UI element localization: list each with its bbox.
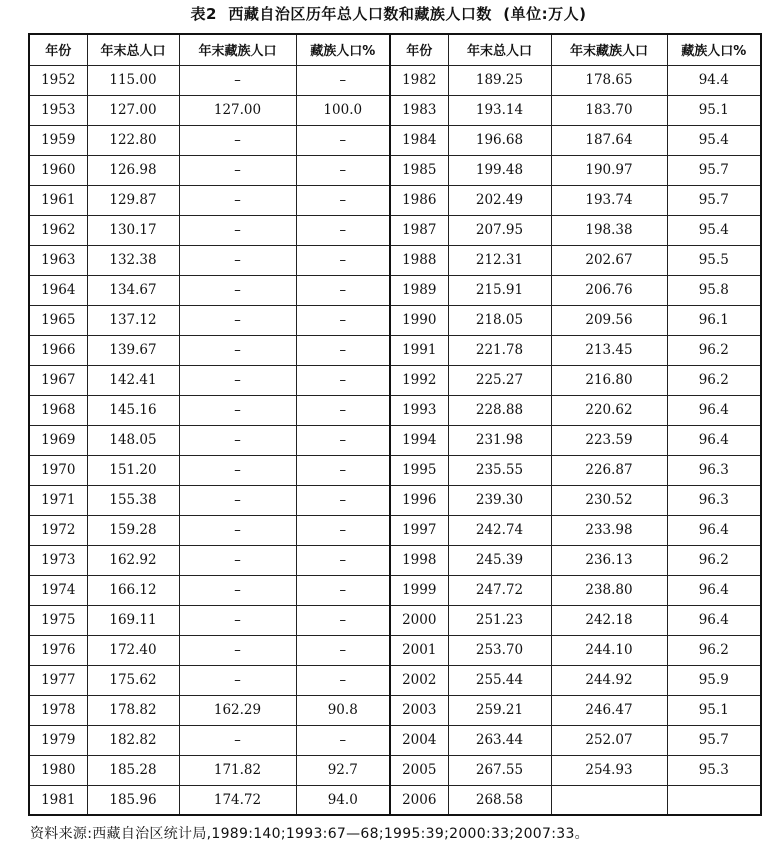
cell-total-population: 155.38 (87, 485, 179, 515)
cell-total-population: 137.12 (87, 305, 179, 335)
cell-tibetan-population: – (179, 395, 296, 425)
cell-tibetan-population: – (179, 125, 296, 155)
cell-tibetan-percent: – (296, 365, 390, 395)
table-row (29, 65, 761, 95)
cell-tibetan-percent: – (296, 665, 390, 695)
cell-total-population: 199.48 (448, 155, 551, 185)
cell-tibetan-population: 244.10 (551, 635, 667, 665)
cell-total-population: 235.55 (448, 455, 551, 485)
cell-tibetan-population: – (179, 545, 296, 575)
cell-total-population: 185.96 (87, 785, 179, 815)
cell-tibetan-population: 174.72 (179, 785, 296, 815)
cell-tibetan-population: 162.29 (179, 695, 296, 725)
cell-tibetan-population: 193.74 (551, 185, 667, 215)
cell-year: 1952 (29, 65, 87, 95)
cell-tibetan-population: 220.62 (551, 395, 667, 425)
cell-tibetan-population: 198.38 (551, 215, 667, 245)
cell-tibetan-percent: 95.1 (667, 695, 761, 725)
cell-year: 1973 (29, 545, 87, 575)
cell-tibetan-percent: – (296, 455, 390, 485)
cell-year: 1975 (29, 605, 87, 635)
cell-year: 1987 (390, 215, 448, 245)
header-year: 年份 (29, 34, 87, 65)
cell-total-population: 207.95 (448, 215, 551, 245)
cell-tibetan-percent: 100.0 (296, 95, 390, 125)
cell-year: 1977 (29, 665, 87, 695)
cell-total-population: 175.62 (87, 665, 179, 695)
cell-year: 1997 (390, 515, 448, 545)
cell-tibetan-population: 238.80 (551, 575, 667, 605)
table-row (29, 575, 761, 605)
cell-tibetan-population: 190.97 (551, 155, 667, 185)
cell-tibetan-population: 206.76 (551, 275, 667, 305)
cell-tibetan-population: 178.65 (551, 65, 667, 95)
cell-tibetan-percent: 96.2 (667, 635, 761, 665)
cell-tibetan-population: 209.56 (551, 305, 667, 335)
cell-year: 1972 (29, 515, 87, 545)
cell-total-population: 139.67 (87, 335, 179, 365)
cell-tibetan-percent: – (296, 635, 390, 665)
cell-tibetan-population: – (179, 305, 296, 335)
cell-tibetan-population: 233.98 (551, 515, 667, 545)
cell-year: 2005 (390, 755, 448, 785)
cell-tibetan-population: – (179, 665, 296, 695)
cell-year: 2000 (390, 605, 448, 635)
cell-year: 1961 (29, 185, 87, 215)
cell-total-population: 202.49 (448, 185, 551, 215)
table-row (29, 395, 761, 425)
cell-tibetan-percent: 96.2 (667, 335, 761, 365)
table-row (29, 485, 761, 515)
cell-tibetan-percent: – (296, 65, 390, 95)
header-tibetan-percent: 藏族人口% (667, 34, 761, 65)
table-row (29, 725, 761, 755)
cell-total-population: 218.05 (448, 305, 551, 335)
cell-tibetan-population: – (179, 725, 296, 755)
table-row (29, 365, 761, 395)
cell-total-population: 142.41 (87, 365, 179, 395)
cell-tibetan-percent: 92.7 (296, 755, 390, 785)
cell-total-population: 259.21 (448, 695, 551, 725)
cell-year: 1998 (390, 545, 448, 575)
cell-tibetan-population: – (179, 515, 296, 545)
cell-total-population: 134.67 (87, 275, 179, 305)
cell-tibetan-percent: – (296, 395, 390, 425)
cell-tibetan-percent: 96.4 (667, 515, 761, 545)
cell-year: 1964 (29, 275, 87, 305)
cell-tibetan-percent: – (296, 545, 390, 575)
cell-tibetan-population: – (179, 605, 296, 635)
cell-total-population: 193.14 (448, 95, 551, 125)
cell-total-population: 145.16 (87, 395, 179, 425)
table-row (29, 125, 761, 155)
table-row (29, 95, 761, 125)
cell-total-population: 127.00 (87, 95, 179, 125)
cell-year: 1982 (390, 65, 448, 95)
cell-tibetan-percent: 96.3 (667, 455, 761, 485)
cell-tibetan-population: 127.00 (179, 95, 296, 125)
cell-year: 2004 (390, 725, 448, 755)
cell-year: 1968 (29, 395, 87, 425)
cell-total-population: 182.82 (87, 725, 179, 755)
table-row (29, 545, 761, 575)
cell-year: 1983 (390, 95, 448, 125)
cell-year: 1981 (29, 785, 87, 815)
cell-tibetan-population: 254.93 (551, 755, 667, 785)
cell-year: 1989 (390, 275, 448, 305)
cell-tibetan-population: – (179, 335, 296, 365)
table-row (29, 185, 761, 215)
cell-tibetan-population: – (179, 65, 296, 95)
cell-tibetan-percent: 96.3 (667, 485, 761, 515)
table-row (29, 425, 761, 455)
cell-tibetan-population: 187.64 (551, 125, 667, 155)
cell-tibetan-population: 252.07 (551, 725, 667, 755)
cell-tibetan-percent: 95.5 (667, 245, 761, 275)
cell-tibetan-population (551, 785, 667, 815)
cell-tibetan-population: 213.45 (551, 335, 667, 365)
cell-total-population: 242.74 (448, 515, 551, 545)
cell-tibetan-percent: – (296, 485, 390, 515)
cell-total-population: 263.44 (448, 725, 551, 755)
cell-tibetan-percent: 96.4 (667, 605, 761, 635)
cell-tibetan-population: – (179, 185, 296, 215)
cell-year: 1986 (390, 185, 448, 215)
source-footnote: 资料来源:西藏自治区统计局,1989:140;1993:67—68;1995:39;2000:33;2007:33。 (30, 826, 589, 842)
table-row (29, 215, 761, 245)
cell-tibetan-population: 202.67 (551, 245, 667, 275)
cell-tibetan-population: – (179, 575, 296, 605)
cell-total-population: 115.00 (87, 65, 179, 95)
cell-tibetan-percent: 95.4 (667, 125, 761, 155)
table-row (29, 755, 761, 785)
cell-total-population: 189.25 (448, 65, 551, 95)
cell-year: 1966 (29, 335, 87, 365)
cell-tibetan-percent: – (296, 305, 390, 335)
cell-year: 1979 (29, 725, 87, 755)
cell-tibetan-percent: – (296, 245, 390, 275)
table-row (29, 515, 761, 545)
cell-total-population: 185.28 (87, 755, 179, 785)
cell-tibetan-percent: 95.7 (667, 155, 761, 185)
cell-year: 1970 (29, 455, 87, 485)
header-tibetan-percent: 藏族人口% (296, 34, 390, 65)
cell-tibetan-percent: – (296, 185, 390, 215)
cell-total-population: 247.72 (448, 575, 551, 605)
cell-total-population: 172.40 (87, 635, 179, 665)
cell-tibetan-percent: 94.4 (667, 65, 761, 95)
cell-tibetan-percent: 96.2 (667, 545, 761, 575)
cell-total-population: 231.98 (448, 425, 551, 455)
cell-year: 1960 (29, 155, 87, 185)
cell-tibetan-percent: 95.9 (667, 665, 761, 695)
cell-total-population: 162.92 (87, 545, 179, 575)
cell-tibetan-population: 226.87 (551, 455, 667, 485)
cell-year: 1969 (29, 425, 87, 455)
cell-total-population: 251.23 (448, 605, 551, 635)
cell-total-population: 253.70 (448, 635, 551, 665)
table-row (29, 155, 761, 185)
table-row (29, 665, 761, 695)
cell-total-population: 196.68 (448, 125, 551, 155)
cell-tibetan-percent: – (296, 155, 390, 185)
cell-year: 1963 (29, 245, 87, 275)
cell-total-population: 132.38 (87, 245, 179, 275)
table-row (29, 335, 761, 365)
cell-year: 1980 (29, 755, 87, 785)
cell-tibetan-population: – (179, 245, 296, 275)
cell-year: 1996 (390, 485, 448, 515)
table-row (29, 275, 761, 305)
cell-year: 1965 (29, 305, 87, 335)
cell-year: 1990 (390, 305, 448, 335)
cell-total-population: 228.88 (448, 395, 551, 425)
cell-year: 1991 (390, 335, 448, 365)
header-year: 年份 (390, 34, 448, 65)
header-tibetan-population: 年末藏族人口 (179, 34, 296, 65)
cell-year: 1999 (390, 575, 448, 605)
cell-tibetan-percent: – (296, 515, 390, 545)
header-total-population: 年末总人口 (448, 34, 551, 65)
cell-tibetan-population: 171.82 (179, 755, 296, 785)
cell-tibetan-population: – (179, 215, 296, 245)
cell-tibetan-population: 223.59 (551, 425, 667, 455)
cell-tibetan-percent: – (296, 605, 390, 635)
cell-tibetan-percent: 95.7 (667, 725, 761, 755)
table-title: 表2 西藏自治区历年总人口数和藏族人口数 (单位:万人) (190, 5, 587, 23)
cell-year: 1988 (390, 245, 448, 275)
cell-tibetan-population: 183.70 (551, 95, 667, 125)
cell-tibetan-percent: 96.4 (667, 575, 761, 605)
table-row (29, 695, 761, 725)
cell-year: 2002 (390, 665, 448, 695)
cell-tibetan-population: 236.13 (551, 545, 667, 575)
header-tibetan-population: 年末藏族人口 (551, 34, 667, 65)
cell-tibetan-population: – (179, 275, 296, 305)
cell-total-population: 122.80 (87, 125, 179, 155)
cell-tibetan-percent: 96.1 (667, 305, 761, 335)
cell-total-population: 221.78 (448, 335, 551, 365)
cell-tibetan-percent: – (296, 275, 390, 305)
cell-tibetan-population: 242.18 (551, 605, 667, 635)
cell-tibetan-percent: 95.8 (667, 275, 761, 305)
cell-tibetan-percent: 96.4 (667, 425, 761, 455)
cell-total-population: 239.30 (448, 485, 551, 515)
cell-total-population: 178.82 (87, 695, 179, 725)
cell-tibetan-percent: – (296, 575, 390, 605)
cell-year: 1995 (390, 455, 448, 485)
cell-total-population: 225.27 (448, 365, 551, 395)
cell-year: 2006 (390, 785, 448, 815)
header-row (29, 34, 761, 65)
cell-tibetan-percent: 95.4 (667, 215, 761, 245)
cell-total-population: 245.39 (448, 545, 551, 575)
cell-year: 1974 (29, 575, 87, 605)
cell-year: 1962 (29, 215, 87, 245)
cell-total-population: 126.98 (87, 155, 179, 185)
cell-tibetan-percent: 96.4 (667, 395, 761, 425)
cell-total-population: 159.28 (87, 515, 179, 545)
cell-year: 2001 (390, 635, 448, 665)
table-row (29, 785, 761, 815)
cell-tibetan-population: – (179, 425, 296, 455)
cell-tibetan-percent: – (296, 125, 390, 155)
cell-year: 1992 (390, 365, 448, 395)
cell-tibetan-percent: 95.7 (667, 185, 761, 215)
population-table (28, 33, 762, 816)
cell-year: 1994 (390, 425, 448, 455)
cell-total-population: 268.58 (448, 785, 551, 815)
header-total-population: 年末总人口 (87, 34, 179, 65)
cell-tibetan-percent: 95.3 (667, 755, 761, 785)
cell-tibetan-population: – (179, 455, 296, 485)
cell-tibetan-percent: – (296, 215, 390, 245)
cell-tibetan-percent: 94.0 (296, 785, 390, 815)
cell-total-population: 255.44 (448, 665, 551, 695)
cell-tibetan-population: 244.92 (551, 665, 667, 695)
cell-year: 1984 (390, 125, 448, 155)
cell-year: 1953 (29, 95, 87, 125)
cell-year: 1967 (29, 365, 87, 395)
table-row (29, 635, 761, 665)
cell-year: 1985 (390, 155, 448, 185)
cell-tibetan-percent: – (296, 725, 390, 755)
cell-year: 2003 (390, 695, 448, 725)
table-row (29, 305, 761, 335)
cell-year: 1978 (29, 695, 87, 725)
cell-tibetan-percent: 90.8 (296, 695, 390, 725)
cell-tibetan-population: – (179, 485, 296, 515)
cell-tibetan-percent (667, 785, 761, 815)
cell-tibetan-population: 230.52 (551, 485, 667, 515)
cell-tibetan-percent: 96.2 (667, 365, 761, 395)
cell-total-population: 169.11 (87, 605, 179, 635)
cell-total-population: 166.12 (87, 575, 179, 605)
cell-year: 1993 (390, 395, 448, 425)
cell-total-population: 129.87 (87, 185, 179, 215)
table-row (29, 245, 761, 275)
cell-tibetan-population: – (179, 155, 296, 185)
cell-tibetan-population: – (179, 365, 296, 395)
table-row (29, 605, 761, 635)
cell-tibetan-population: 216.80 (551, 365, 667, 395)
cell-total-population: 215.91 (448, 275, 551, 305)
cell-total-population: 148.05 (87, 425, 179, 455)
table-row (29, 455, 761, 485)
cell-total-population: 130.17 (87, 215, 179, 245)
cell-tibetan-percent: – (296, 425, 390, 455)
cell-total-population: 151.20 (87, 455, 179, 485)
cell-tibetan-population: 246.47 (551, 695, 667, 725)
cell-year: 1971 (29, 485, 87, 515)
cell-total-population: 212.31 (448, 245, 551, 275)
cell-total-population: 267.55 (448, 755, 551, 785)
cell-year: 1959 (29, 125, 87, 155)
cell-tibetan-percent: – (296, 335, 390, 365)
cell-tibetan-population: – (179, 635, 296, 665)
cell-tibetan-percent: 95.1 (667, 95, 761, 125)
cell-year: 1976 (29, 635, 87, 665)
